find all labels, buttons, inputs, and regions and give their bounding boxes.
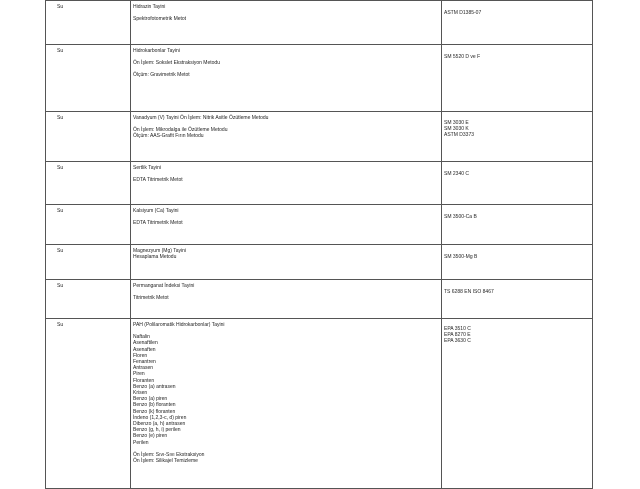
matrix-label: Su (57, 48, 64, 54)
table-row (46, 205, 593, 245)
method-text-line: Kalsiyum (Ca) Tayini (133, 208, 179, 214)
method-text-line: Floren (133, 352, 148, 359)
method-text-line: Benzo (g, h, i) perilen (133, 427, 181, 434)
standard-reference-cell (442, 280, 593, 319)
method-text-line: Hesaplama Metodu (133, 254, 177, 261)
method-text-line: Benzo (k) floranten (133, 408, 176, 415)
method-text-line: Benzo (a) antrasen (133, 383, 176, 390)
standard-reference: EPA 8270 E (444, 332, 471, 339)
matrix-cell (46, 319, 131, 489)
matrix-label: Su (57, 165, 64, 171)
standard-reference: EPA 3630 C (444, 338, 471, 345)
method-text-line: EDTA Titrimetrik Metot (133, 177, 183, 184)
matrix-label: Su (57, 208, 64, 214)
method-description-cell (131, 162, 442, 205)
method-description-cell (131, 45, 442, 112)
method-text-line: Naftalin (133, 334, 150, 341)
table-row (46, 1, 593, 45)
method-text-line: Permanganat İndeksi Tayini (133, 283, 195, 289)
matrix-cell (46, 205, 131, 245)
table-row (46, 162, 593, 205)
standard-reference: ASTM D3373 (444, 132, 475, 139)
standard-reference: SM 2340 C (444, 171, 470, 177)
method-description-cell (131, 205, 442, 245)
method-text-line: Fenantren (133, 359, 156, 366)
standard-reference-cell (442, 45, 593, 112)
table-body (46, 1, 593, 489)
method-text-line: İndeno (1,2,3-c, d) piren (133, 414, 187, 421)
standard-reference-cell (442, 112, 593, 162)
method-text-line: Ölçüm: AAS-Grafit Fırın Metodu (133, 133, 204, 140)
method-text-line: Hidrazin Tayini (133, 4, 166, 10)
standard-reference-cell (442, 1, 593, 45)
method-text-line: EDTA Titrimetrik Metot (133, 220, 183, 227)
method-description-cell (131, 280, 442, 319)
method-text-line: Spektrofotometrik Metot (133, 16, 187, 23)
standard-reference: TS 6288 EN ISO 8467 (444, 289, 494, 295)
method-text-line: Magnezyum (Mg) Tayini (133, 248, 186, 254)
standard-reference: EPA 3510 C (444, 326, 471, 332)
standard-reference-cell (442, 205, 593, 245)
method-text-line: Ön İşlem: Silikajel Temizleme (133, 458, 198, 465)
method-text-line: Dibenzo (a, h) antrasen (133, 421, 186, 428)
matrix-cell (46, 245, 131, 280)
method-text-line: Ön İşlem: Mikrodalga ile Özütleme Metodu (133, 127, 228, 134)
matrix-label: Su (57, 283, 64, 289)
method-text-line: Krisen (133, 390, 148, 397)
standard-reference: SM 3030 K (444, 126, 469, 133)
standard-reference: SM 3030 E (444, 120, 469, 126)
standard-reference-cell (442, 245, 593, 280)
standard-reference: SM 5520 D ve F (444, 54, 481, 60)
method-text-line: Asenaftilen (133, 340, 158, 347)
standard-reference: SM 3500-Mg B (444, 254, 478, 260)
matrix-cell (46, 112, 131, 162)
method-description-cell (131, 112, 442, 162)
method-description-cell (131, 1, 442, 45)
method-text-line: Ön İşlem: Sıvı-Sıvı Ekstraksiyon (133, 451, 205, 458)
standard-reference-cell (442, 319, 593, 489)
method-description-cell (131, 245, 442, 280)
method-text-line: Vanadyum (V) Tayini Ön İşlem: Nitrik Asitle Özütleme Metodu (133, 115, 269, 121)
method-text-line: Antrasen (133, 365, 154, 372)
method-text-line: Benzo (b) floranten (133, 402, 176, 409)
table-row (46, 280, 593, 319)
matrix-label: Su (57, 322, 64, 328)
matrix-label: Su (57, 248, 64, 254)
method-text-line: Sertlik Tayini (133, 165, 161, 171)
method-text-line: Floranten (133, 377, 155, 384)
table-row (46, 112, 593, 162)
standard-reference-cell (442, 162, 593, 205)
analysis-methods-table (45, 0, 593, 489)
method-text-line: PAH (Polilaromatik Hidrokarbonlar) Tayini (133, 322, 225, 328)
standard-reference: SM 3500-Ca B (444, 214, 477, 220)
matrix-label: Su (57, 115, 64, 121)
table-row (46, 319, 593, 489)
table-row (46, 245, 593, 280)
method-text-line: Asenaften (133, 346, 156, 353)
method-text-line: Piren (133, 371, 145, 378)
table-row (46, 45, 593, 112)
method-text-line: Benzo (a) piren (133, 396, 168, 403)
matrix-cell (46, 45, 131, 112)
method-text-line: Titrimetrik Metot (133, 295, 169, 302)
standard-reference: ASTM D1385-07 (444, 10, 482, 16)
method-text-line: Ön İşlem: Sokslet Ekstraksiyon Metodu (133, 60, 220, 67)
matrix-cell (46, 162, 131, 205)
matrix-label: Su (57, 4, 64, 10)
method-text-line: Hidrokarbonlar Tayini (133, 48, 180, 54)
method-text-line: Ölçüm: Gravimetrik Metot (133, 72, 190, 79)
matrix-cell (46, 280, 131, 319)
method-text-line: Perilen (133, 439, 149, 446)
method-description-cell (131, 319, 442, 489)
matrix-cell (46, 1, 131, 45)
method-text-line: Benzo (e) piren (133, 433, 168, 440)
